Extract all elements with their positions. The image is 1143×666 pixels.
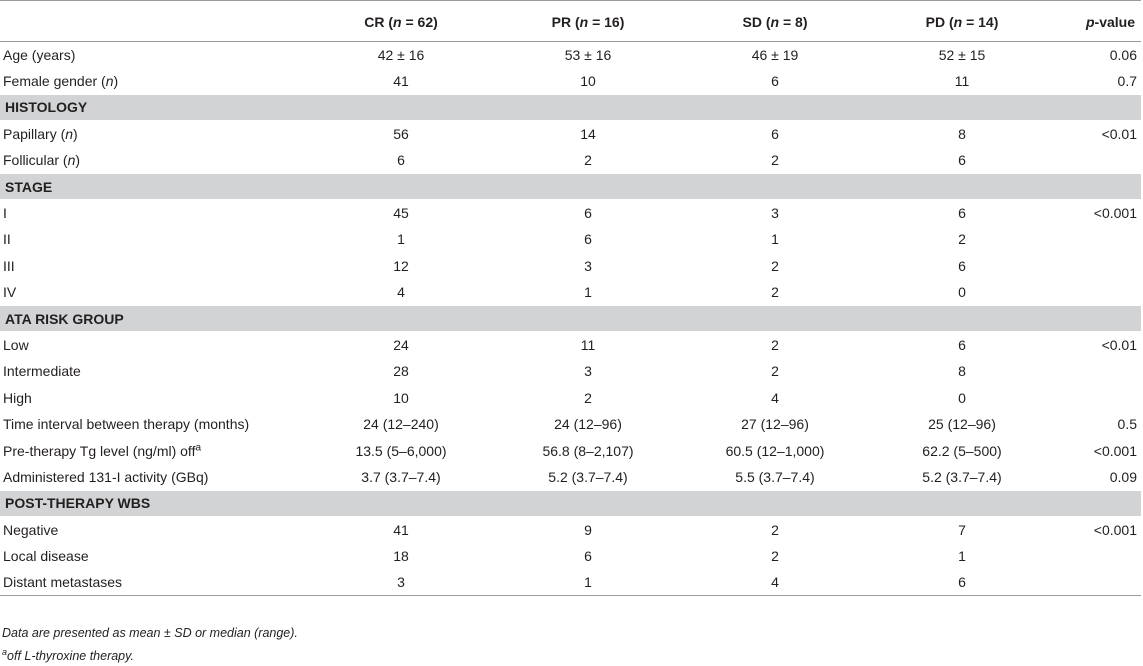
table-cell: 6: [584, 205, 592, 222]
table-cell: 25 (12–96): [928, 416, 996, 433]
table-cell: 28: [393, 363, 409, 380]
table-cell: 56.8 (8–2,107): [542, 442, 634, 459]
row-label: Time interval between therapy (months): [3, 416, 250, 433]
table-cell: 24 (12–96): [554, 416, 622, 433]
p-value-cell: <0.001: [1093, 442, 1137, 459]
table-cell: 2: [771, 548, 779, 565]
table-cell: 10: [393, 389, 409, 406]
table-body: [0, 42, 1141, 596]
row-label: Pre-therapy Tg level (ng/ml) off$^a$: [3, 441, 202, 459]
table-cell: 2: [771, 283, 779, 300]
table-cell: 4: [771, 574, 779, 591]
p-value-cell: [1053, 569, 1141, 595]
table-cell: 18: [393, 548, 409, 565]
table-cell: 0: [958, 283, 966, 300]
table-cell: 46 ± 19: [751, 46, 799, 63]
table-cell: 7: [958, 521, 966, 538]
row-label: III: [3, 257, 15, 274]
table-cell: 24 (12–240): [363, 416, 439, 433]
header-pd: PD (n = 14): [925, 14, 999, 30]
row-label: Low: [3, 337, 29, 354]
table-row: [0, 68, 1141, 94]
table-cell: 1: [958, 548, 966, 565]
table-row: [0, 147, 1141, 173]
table-cell: 8: [958, 126, 966, 143]
table-cell: 3: [584, 257, 592, 274]
header-label-column: [0, 1, 305, 42]
table-cell: 13.5 (5–6,000): [355, 442, 447, 459]
footnote-data-format: Data are presented as mean ± SD or median (range).: [2, 626, 298, 640]
table-cell: 6: [771, 72, 779, 89]
table-cell: 1: [584, 283, 592, 300]
table-cell: 6: [584, 231, 592, 248]
section-label: STAGE: [0, 173, 1141, 199]
table-row: [0, 200, 1141, 226]
table-cell: 2: [771, 337, 779, 354]
table-cell: 3.7 (3.7–7.4): [361, 468, 441, 485]
p-value-cell: 0.09: [1109, 468, 1137, 485]
table-cell: 2: [958, 231, 966, 248]
table-row: [0, 332, 1141, 358]
table-cell: 52 ± 15: [938, 46, 986, 63]
header-sd: SD (n = 8): [742, 14, 808, 30]
p-value-cell: [1053, 385, 1141, 411]
table-cell: 60.5 (12–1,000): [725, 442, 825, 459]
p-value-cell: 0.5: [1117, 416, 1137, 433]
header-pr: PR (n = 16): [551, 14, 625, 30]
header-cr: CR (n = 62): [364, 14, 438, 30]
p-value-cell: <0.01: [1101, 337, 1137, 354]
p-value-cell: [1053, 279, 1141, 305]
table-cell: 2: [771, 257, 779, 274]
table-cell: 1: [584, 574, 592, 591]
section-header-row: [0, 94, 1141, 120]
table-row: [0, 121, 1141, 147]
table-cell: 2: [584, 152, 592, 168]
p-value-cell: [1053, 226, 1141, 252]
section-header-row: [0, 490, 1141, 516]
table-row: [0, 411, 1141, 437]
table-cell: 42 ± 16: [377, 46, 425, 63]
table-cell: 3: [397, 574, 405, 591]
table-row: [0, 517, 1141, 543]
p-value-cell: [1053, 543, 1141, 569]
p-value-cell: <0.001: [1093, 521, 1137, 538]
row-label: Follicular (n): [3, 152, 81, 168]
header-pvalue: p-value: [1085, 14, 1135, 30]
table-cell: 5.5 (3.7–7.4): [735, 468, 815, 485]
section-label: ATA RISK GROUP: [0, 305, 1141, 331]
table-cell: 1: [397, 231, 405, 248]
p-value-cell: <0.001: [1093, 205, 1137, 222]
row-label: Negative: [3, 521, 59, 538]
row-label: Administered 131-I activity (GBq): [3, 468, 209, 485]
table-cell: 4: [771, 389, 779, 406]
p-value-cell: [1053, 253, 1141, 279]
table-cell: 27 (12–96): [741, 416, 809, 433]
table-cell: 3: [771, 205, 779, 222]
table-cell: 3: [584, 363, 592, 380]
row-label: Distant metastases: [3, 574, 123, 591]
table-cell: 24: [393, 337, 409, 354]
table-cell: 56: [393, 126, 409, 143]
table-cell: 4: [397, 283, 405, 300]
table-cell: 10: [580, 72, 596, 89]
p-value-cell: [1053, 358, 1141, 384]
table-row: [0, 279, 1141, 305]
row-label: Intermediate: [3, 363, 81, 380]
p-value-cell: <0.01: [1101, 126, 1137, 143]
table-header: [0, 1, 1141, 42]
table-row: [0, 385, 1141, 411]
table-cell: 9: [584, 521, 592, 538]
table-footnotes: [2, 624, 298, 666]
table-cell: 11: [580, 337, 596, 354]
table-cell: 6: [958, 152, 966, 168]
table-row: [0, 42, 1141, 68]
row-label: IV: [3, 283, 17, 300]
p-value-cell: 0.06: [1109, 46, 1137, 63]
table-cell: 6: [397, 152, 405, 168]
row-label: High: [3, 389, 32, 406]
table-cell: 5.2 (3.7–7.4): [922, 468, 1002, 485]
table-cell: 2: [771, 521, 779, 538]
p-value-cell: [1053, 147, 1141, 173]
table-row: [0, 464, 1141, 490]
table-cell: 6: [958, 337, 966, 354]
table-cell: 1: [771, 231, 779, 248]
table-row: [0, 569, 1141, 595]
row-label: II: [3, 231, 11, 248]
header-row: [0, 1, 1141, 42]
table-cell: 8: [958, 363, 966, 380]
section-label: POST-THERAPY WBS: [0, 490, 1141, 516]
row-label: Local disease: [3, 548, 89, 565]
table-cell: 6: [958, 257, 966, 274]
row-label: I: [3, 205, 7, 222]
table-cell: 2: [771, 363, 779, 380]
table-cell: 12: [393, 257, 409, 274]
table-cell: 6: [958, 205, 966, 222]
table-cell: 41: [393, 72, 409, 89]
table-cell: 11: [954, 72, 970, 89]
table-cell: 6: [771, 126, 779, 143]
table-row: [0, 437, 1141, 463]
section-header-row: [0, 305, 1141, 331]
row-label: Age (years): [3, 46, 76, 63]
section-label: HISTOLOGY: [0, 94, 1141, 120]
table-cell: 53 ± 16: [564, 46, 612, 63]
table-cell: 62.2 (5–500): [922, 442, 1002, 459]
table-cell: 6: [958, 574, 966, 591]
footnote-a: $^a$off L-thyroxine therapy.: [2, 647, 134, 664]
table-row: [0, 226, 1141, 252]
table-cell: 2: [771, 152, 779, 168]
table-cell: 5.2 (3.7–7.4): [548, 468, 628, 485]
table-row: [0, 253, 1141, 279]
table-cell: 6: [584, 548, 592, 565]
row-label: Papillary (n): [3, 126, 78, 143]
table-row: [0, 358, 1141, 384]
section-header-row: [0, 173, 1141, 199]
table-cell: 2: [584, 389, 592, 406]
table-cell: 14: [580, 126, 596, 143]
table-row: [0, 543, 1141, 569]
p-value-cell: 0.7: [1117, 72, 1137, 89]
table-cell: 41: [393, 521, 409, 538]
table-cell: 45: [393, 205, 409, 222]
table-cell: 0: [958, 389, 966, 406]
row-label: Female gender (n): [3, 72, 119, 89]
